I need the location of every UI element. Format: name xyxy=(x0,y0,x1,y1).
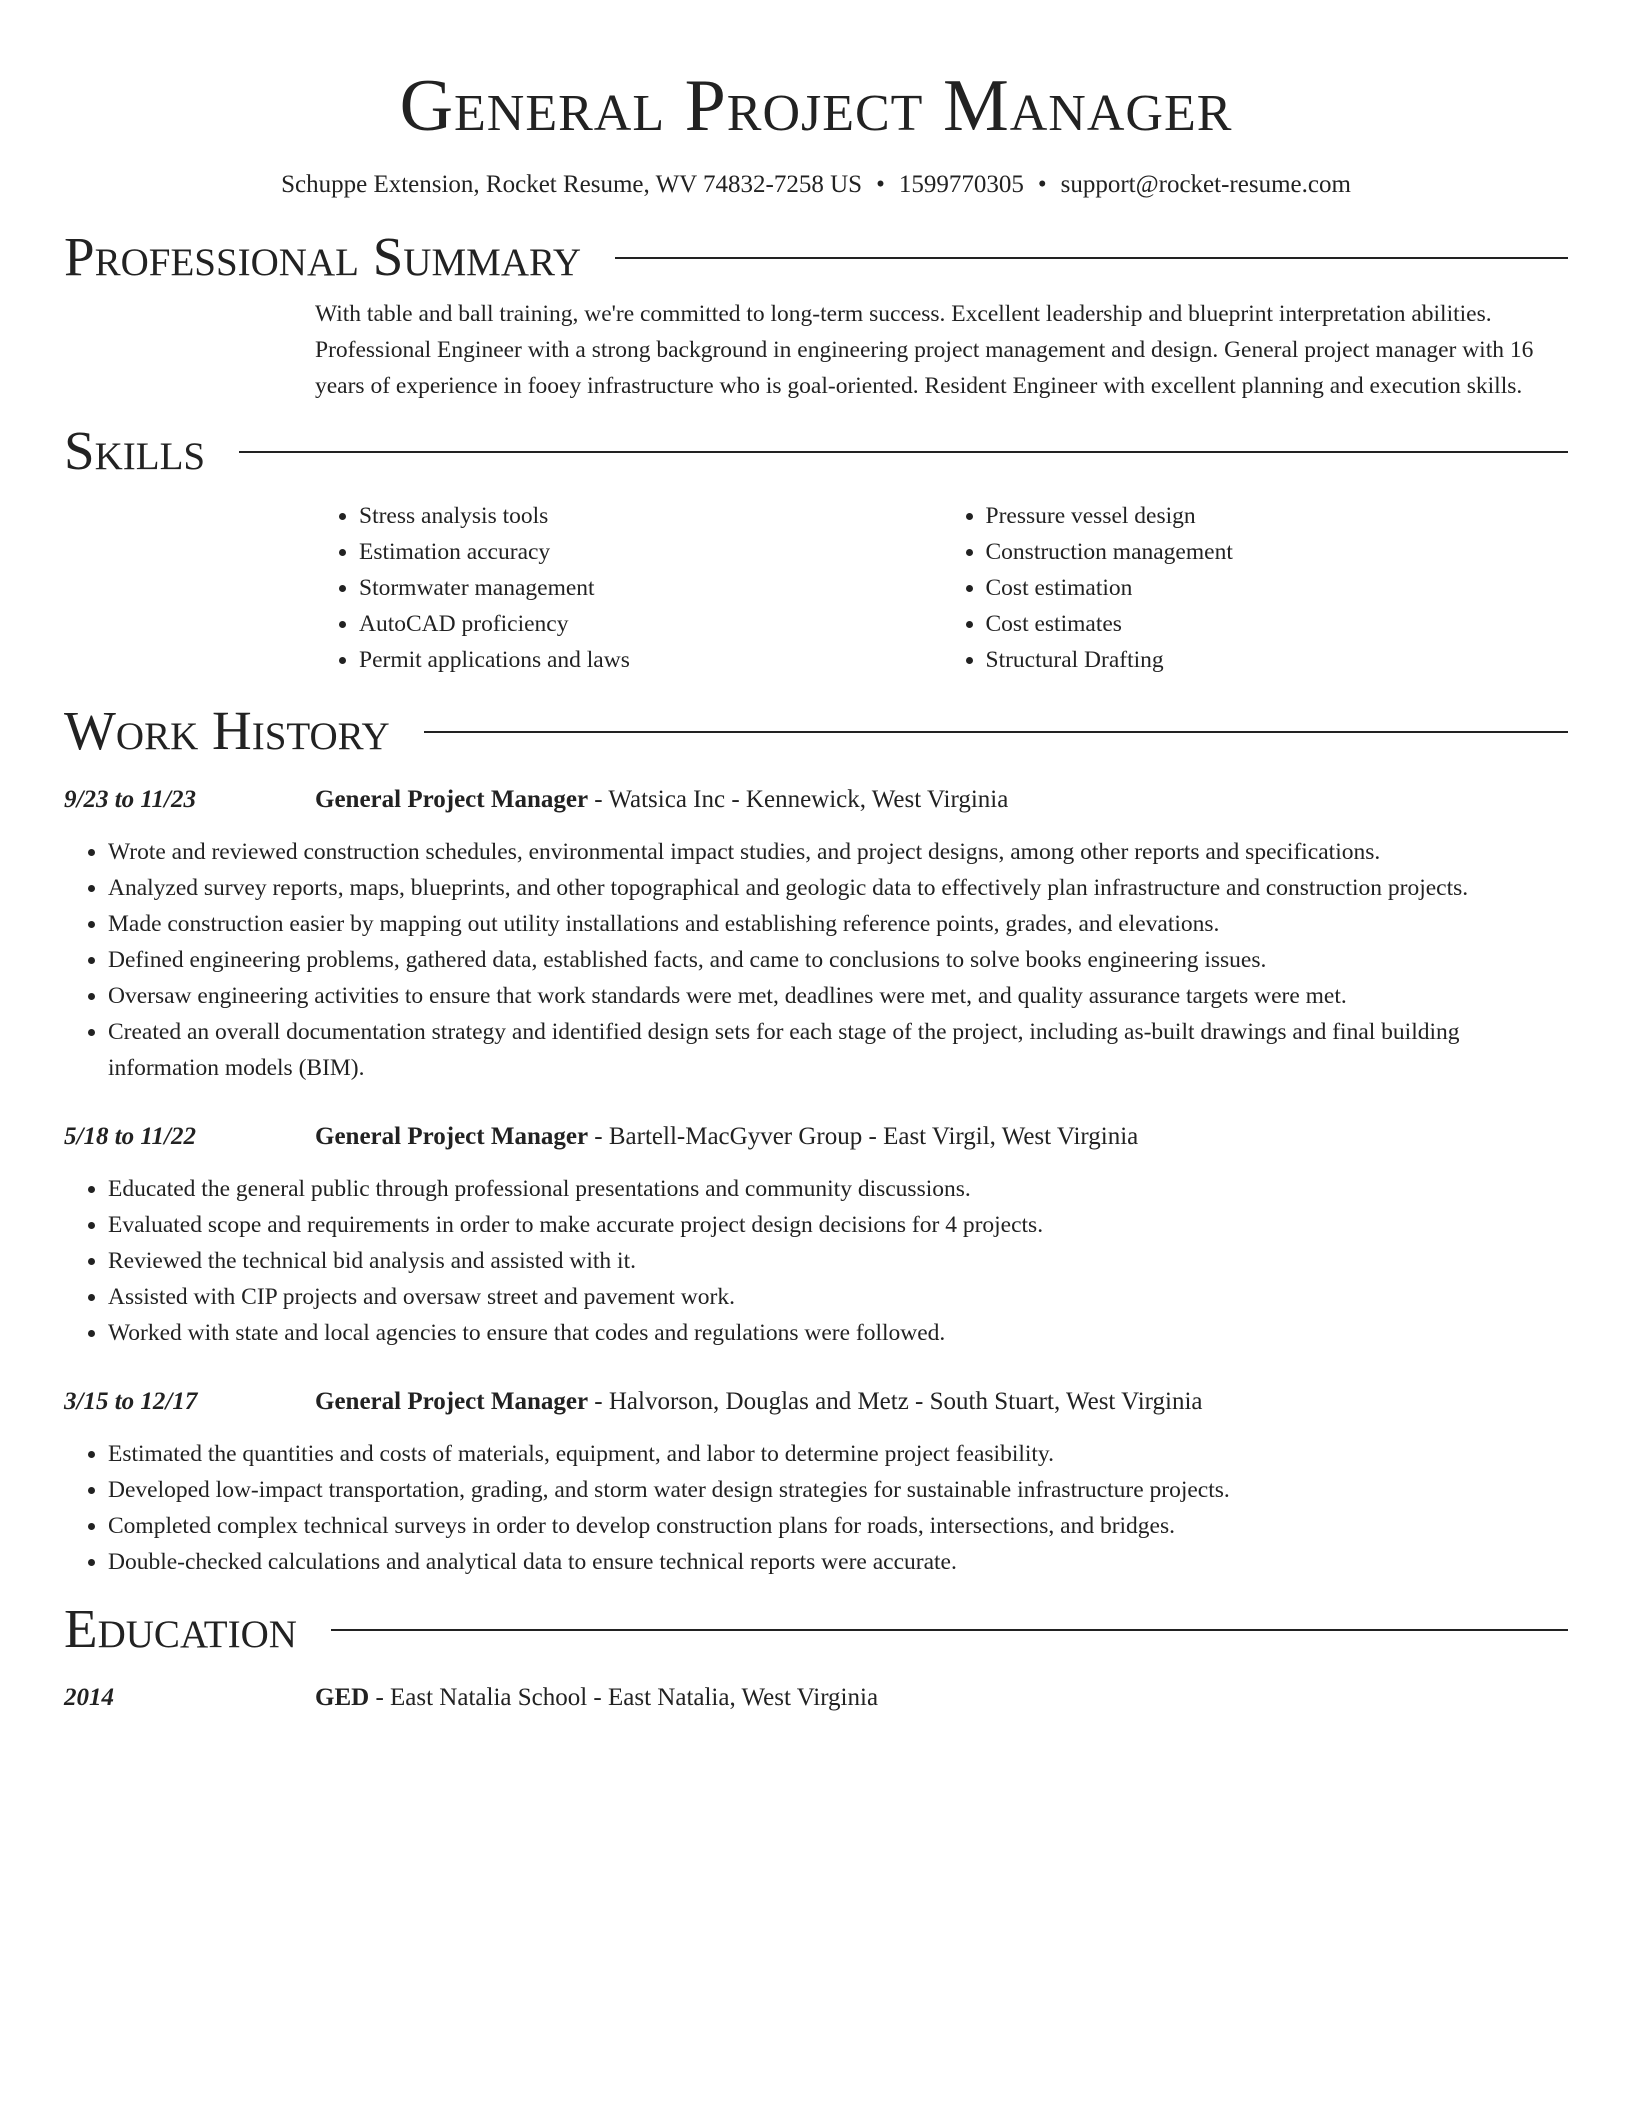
job-bullets xyxy=(64,1436,1568,1580)
job-title: General Project Manager xyxy=(315,786,589,813)
skill-item: • Stress analysis tools xyxy=(359,498,942,534)
job-title: General Project Manager xyxy=(315,1388,589,1415)
skill-item: • Pressure vessel design xyxy=(986,498,1569,534)
skill-item: • Estimation accuracy xyxy=(359,534,942,570)
job-dates: 3/15 to 12/17 xyxy=(64,1388,198,1415)
job-dates: 5/18 to 11/22 xyxy=(64,1123,196,1150)
education-heading: Education xyxy=(64,1598,297,1659)
job-entry xyxy=(64,1384,1568,1580)
skill-item: • Permit applications and laws xyxy=(359,642,942,678)
candidate-name: General Project Manager xyxy=(399,65,1233,147)
job-bullet: • Oversaw engineering activities to ensure that work standards were met, deadlines were met, and quality assurance targets were met. xyxy=(108,978,1568,1014)
skill-item: • AutoCAD proficiency xyxy=(359,606,942,642)
job-company: - Watsica Inc - Kennewick, West Virginia xyxy=(588,786,1009,813)
job-header xyxy=(64,1119,1568,1155)
contact-email[interactable]: support@rocket-resume.com xyxy=(1060,171,1351,198)
work-heading: Work History xyxy=(64,700,390,761)
section-divider xyxy=(424,731,1568,733)
skills-section-header xyxy=(64,418,1568,484)
job-header xyxy=(64,1384,1568,1420)
skill-item: • Cost estimates xyxy=(986,606,1569,642)
job-header xyxy=(64,782,1568,818)
contact-phone: 1599770305 xyxy=(898,171,1024,198)
section-divider xyxy=(615,257,1568,259)
resume-page xyxy=(64,0,1568,1716)
summary-body xyxy=(315,296,1568,404)
section-divider xyxy=(331,1629,1568,1631)
job-bullet: • Double-checked calculations and analytical data to ensure technical reports were accurate. xyxy=(108,1544,1568,1580)
contact-line xyxy=(64,168,1568,202)
job-bullet: • Educated the general public through professional presentations and community discussions. xyxy=(108,1171,1568,1207)
job-entry xyxy=(64,1119,1568,1351)
education-degree: GED xyxy=(315,1684,370,1711)
summary-heading: Professional Summary xyxy=(64,226,582,287)
skills-list-right xyxy=(942,498,1569,678)
job-bullet: • Analyzed survey reports, maps, blueprints, and other topographical and geologic data to effectively plan infrastructure and construction projects. xyxy=(108,870,1568,906)
section-divider xyxy=(239,451,1568,453)
work-section-header xyxy=(64,698,1568,764)
job-title: General Project Manager xyxy=(315,1123,589,1150)
skills-grid xyxy=(315,498,1568,678)
job-entry xyxy=(64,782,1568,1086)
contact-separator: • xyxy=(1037,171,1047,198)
education-section-header xyxy=(64,1596,1568,1662)
job-company: - Halvorson, Douglas and Metz - South Stuart, West Virginia xyxy=(588,1388,1203,1415)
job-company: - Bartell-MacGyver Group - East Virgil, West Virginia xyxy=(588,1123,1139,1150)
job-bullets xyxy=(64,834,1568,1086)
skill-item: • Stormwater management xyxy=(359,570,942,606)
skill-item: • Construction management xyxy=(986,534,1569,570)
job-bullet: • Defined engineering problems, gathered data, established facts, and came to conclusions to solve books engineering issues. xyxy=(108,942,1568,978)
job-bullet: • Completed complex technical surveys in order to develop construction plans for roads, intersections, and bridges. xyxy=(108,1508,1568,1544)
contact-address: Schuppe Extension, Rocket Resume, WV 74832-7258 US xyxy=(281,171,863,198)
summary-text: With table and ball training, we're committed to long-term success. Excellent leadership and blueprint interpretation abilities. Professional Engineer with a strong background in engineering project management and design. General project manager with 16 years of experience in fooey infrastructure who is goal-oriented. Resident Engineer with excellent planning and execution skills. xyxy=(315,301,1534,399)
job-bullet: • Wrote and reviewed construction schedules, environmental impact studies, and project designs, among other reports and specifications. xyxy=(108,834,1568,870)
education-entry xyxy=(64,1680,1568,1716)
job-dates: 9/23 to 11/23 xyxy=(64,786,196,813)
skills-list-left xyxy=(315,498,942,678)
job-bullet: • Evaluated scope and requirements in order to make accurate project design decisions for 4 projects. xyxy=(108,1207,1568,1243)
skills-heading: Skills xyxy=(64,420,206,481)
contact-separator: • xyxy=(876,171,885,198)
job-bullet: • Developed low-impact transportation, grading, and storm water design strategies for sustainable infrastructure projects. xyxy=(108,1472,1568,1508)
skill-item: • Structural Drafting xyxy=(986,642,1569,678)
skill-item: • Cost estimation xyxy=(986,570,1569,606)
job-bullet: • Estimated the quantities and costs of materials, equipment, and labor to determine project feasibility. xyxy=(108,1436,1568,1472)
summary-section-header xyxy=(64,224,1568,290)
job-bullet: • Created an overall documentation strategy and identified design sets for each stage of the project, including as-built drawings and final building information models (BIM). xyxy=(108,1014,1568,1086)
job-bullets xyxy=(64,1171,1568,1351)
education-school: - East Natalia School - East Natalia, West Virginia xyxy=(369,1684,879,1711)
education-year: 2014 xyxy=(64,1684,114,1711)
job-bullet: • Assisted with CIP projects and oversaw street and pavement work. xyxy=(108,1279,1568,1315)
job-bullet: • Made construction easier by mapping out utility installations and establishing reference points, grades, and elevations. xyxy=(108,906,1568,942)
job-bullet: • Reviewed the technical bid analysis and assisted with it. xyxy=(108,1243,1568,1279)
job-bullet: • Worked with state and local agencies to ensure that codes and regulations were followed. xyxy=(108,1315,1568,1351)
